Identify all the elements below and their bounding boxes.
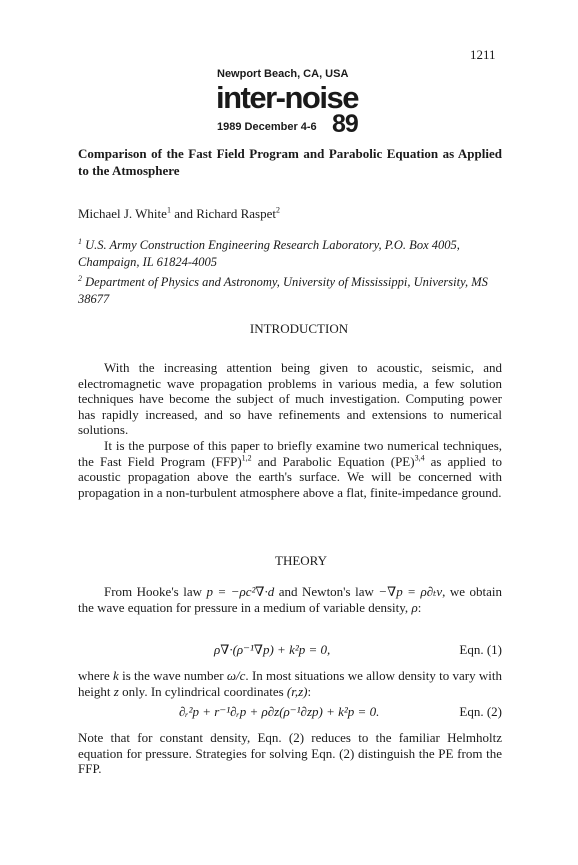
inline-math: −∇p = ρ∂ₜv bbox=[378, 584, 443, 599]
affiliation-text: U.S. Army Construction Engineering Research Laboratory, P.O. Box 4005, Champaign, IL 61824-4005 bbox=[78, 238, 460, 269]
paragraph: Note that for constant density, Eqn. (2) reduces to the familiar Helmholtz equation for pressure. Strategies for solving Eqn. (2) distinguish the PE from the FFP. bbox=[78, 730, 502, 776]
conference-dates: 1989 December 4-6 bbox=[217, 121, 317, 133]
affiliation-2 bbox=[78, 274, 502, 308]
author-name: Richard Raspet bbox=[196, 206, 277, 221]
equation-2 bbox=[78, 704, 502, 722]
affiliation-1 bbox=[78, 237, 502, 271]
page-number: 1211 bbox=[470, 47, 496, 62]
citation-mark: 3,4 bbox=[414, 453, 425, 463]
paragraph-text: and Newton's law bbox=[274, 584, 379, 599]
equation-1 bbox=[78, 642, 502, 660]
conference-location: Newport Beach, CA, USA bbox=[217, 68, 349, 80]
inline-math: p = −ρc²∇·d bbox=[206, 584, 275, 599]
author-name: Michael J. White bbox=[78, 206, 167, 221]
section-heading-introduction: INTRODUCTION bbox=[249, 321, 349, 336]
paragraph bbox=[78, 438, 502, 500]
paragraph bbox=[78, 584, 502, 615]
paragraph-text: is the wave number bbox=[118, 668, 227, 683]
paragraph: With the increasing attention being given to acoustic, seismic, and electromagnetic wave propagation problems in various media, a few solution techniques have become the subject of much investigation. Computing power has rapidly increased, and so have refinements and extensions to numerical solutions. bbox=[78, 360, 502, 437]
equation-label: Eqn. (2) bbox=[459, 704, 502, 719]
conference-year: 89 bbox=[332, 110, 358, 138]
affiliation-mark: 1 bbox=[78, 236, 82, 246]
equation-label: Eqn. (1) bbox=[459, 642, 502, 657]
paragraph-text: From Hooke's law bbox=[104, 584, 207, 599]
paragraph-text: as applied to acoustic propagation above the earth's surface. We will be concerned with propagation in a non-turbulent atmosphere above a flat, finite-impedance ground. bbox=[78, 453, 502, 500]
paper-title: Comparison of the Fast Field Program and Parabolic Equation as Applied to the Atmosphere bbox=[78, 146, 502, 178]
affiliation-mark: 1 bbox=[166, 205, 171, 215]
author-line bbox=[78, 206, 280, 222]
affiliation-text: Department of Physics and Astronomy, University of Mississippi, University, MS 38677 bbox=[78, 275, 488, 306]
paragraph-text: : bbox=[307, 683, 312, 699]
inline-math: (r,z) bbox=[286, 683, 308, 699]
equation-formula: ρ∇·(ρ⁻¹∇p) + k²p = 0, bbox=[214, 642, 331, 657]
inline-math: z bbox=[113, 683, 119, 699]
paragraph-text: only. In cylindrical coordinates bbox=[118, 683, 287, 699]
affiliation-mark: 2 bbox=[276, 205, 281, 215]
paragraph-text: : bbox=[417, 599, 422, 615]
inline-math: ρ bbox=[411, 599, 418, 615]
paragraph-text: , we obtain the wave equation for pressure in a medium of variable density, bbox=[78, 584, 502, 615]
inline-math: ω/c bbox=[226, 668, 246, 683]
paragraph-text: and Parabolic Equation (PE) bbox=[251, 453, 415, 469]
inline-math: k bbox=[113, 668, 119, 683]
paragraph-text: where bbox=[78, 668, 114, 683]
equation-formula: ∂ᵣ²p + r⁻¹∂ᵣp + ρ∂z(ρ⁻¹∂zp) + k²p = 0. bbox=[179, 704, 380, 719]
author-connector: and bbox=[170, 206, 197, 221]
paragraph-text: . In most situations we allow density to vary with height bbox=[78, 668, 502, 699]
paragraph-text: It is the purpose of this paper to briefly examine two numerical techniques, the Fast Field Program (FFP) bbox=[78, 438, 502, 469]
conference-logo: inter-noise bbox=[216, 80, 358, 115]
affiliation-mark: 2 bbox=[78, 273, 82, 283]
paragraph bbox=[78, 668, 502, 699]
section-heading-theory: THEORY bbox=[275, 553, 327, 568]
citation-mark: 1,2 bbox=[241, 453, 252, 463]
